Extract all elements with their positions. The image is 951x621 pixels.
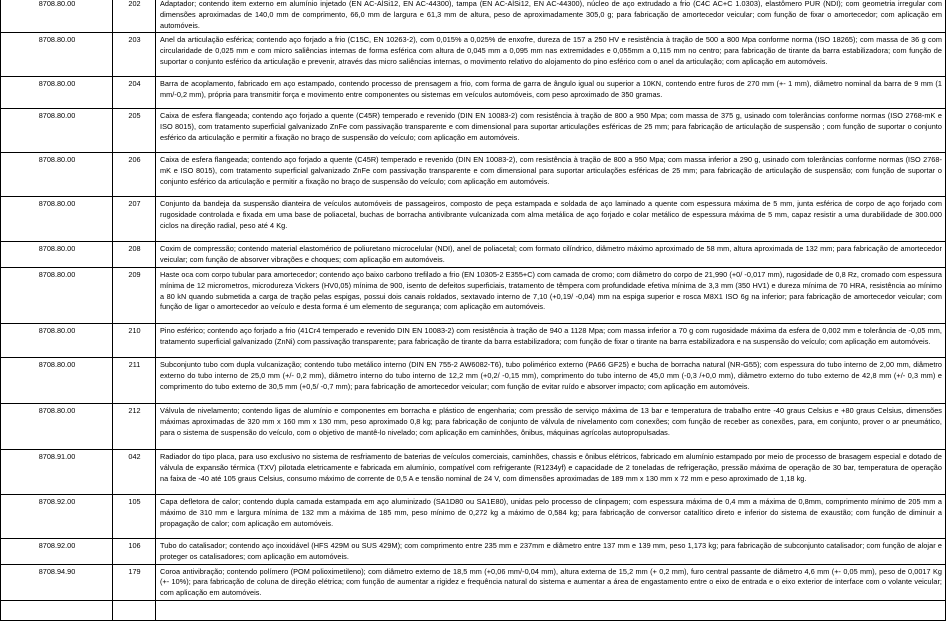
ncm-code-cell: 8708.80.00: [1, 357, 113, 403]
table-row: [1, 538, 946, 564]
ncm-code-cell: 8708.94.90: [1, 564, 113, 600]
ncm-code-cell: [1, 600, 113, 620]
description-cell: Coxim de compressão; contendo material elastomérico de poliuretano microcelular (NDI), anel de poliacetal; com formato cilíndrico, diâmetro máximo aproximado de 58 mm, altura aproximada de 132 mm; para fabricação de amortecedor veicular; com função de absorver vibrações e choques; com aplicação em automóveis.: [156, 242, 946, 268]
ncm-code-cell: 8708.80.00: [1, 267, 113, 323]
ex-number-cell: 212: [113, 403, 156, 449]
table-body: [1, 0, 946, 620]
ex-number-cell: 105: [113, 494, 156, 538]
ex-number-cell: 205: [113, 109, 156, 153]
description-cell: Válvula de nivelamento; contendo ligas de alumínio e componentes em borracha e plástico de engenharia; com pressão de serviço máxima de 13 bar e temperatura de trabalho entre -40 graus Celsius e +80 graus Celsius, dimensões máximas aproximadas de 320 mm x 160 mm x 130 mm, peso aproximado 0,8 kg; para fabricação de conjunto de válvula de nivelamento com conexões; com função de receber as conexões, para, em conjunto, prover o ar pneumático, para o sistema de suspensão do veículo, com o objetivo de mantê-lo nivelado; com aplicação em caminhões, ônibus, máquinas agrícolas autopropulsadas.: [156, 403, 946, 449]
description-cell: Conjunto da bandeja da suspensão dianteira de veículos automóveis de passageiros, composto de peça estampada e soldada de aço laminado a quente com espessura máxima de 5 mm, junta esférica de corpo de aço forjado com rugosidade controlada e fixada em uma base de poliacetal, buchas de borracha antivibrante vulcanizada com alma metálica de aço forjado e colar metálico de espessura máxima de 5 mm, capaz resistir a uma durabilidade de 300.000 ciclos na direção radial, peso até 4 Kg.: [156, 197, 946, 242]
ncm-code-cell: 8708.80.00: [1, 323, 113, 357]
table-row: [1, 0, 946, 33]
description-cell: Pino esférico; contendo aço forjado a frio (41Cr4 temperado e revenido DIN EN 10083-2) com resistência à tração de 940 a 1128 Mpa; com massa inferior a 70 g com rugosidade máxima da esfera de 0,002 mm e tolerância de -0,05 mm, tratamento superficial galvanizado (ZnNi) com passivação transparente; para fabricação de tirante da barra estabilizadora; com função de fixar o tirante na barra estabilizadora e na suspensão do veículo; com aplicação em automóveis.: [156, 323, 946, 357]
description-cell: Radiador do tipo placa, para uso exclusivo no sistema de resfriamento de baterias de veículos comerciais, caminhões, chassis e ônibus elétricos, fabricado em alumínio estampado por meio de processo de brasagem especial e dotado de válvula de expansão térmica (TXV) pilotada eletricamente e fabricada em alumínio, compatível com refrigerante (R1234yf) e capacidade de 2 toneladas de refrigeração, pressão máxima de operação de 30 bar, temperatura de operação na faixa de -40 até 105 graus Celsius, consumo máximo de corrente de 0,5 A e tensão nominal de 24 V, com dimensões aproximadas de 189 mm x 130 mm x 72 mm e peso aproximado de 1,18 kg.: [156, 449, 946, 494]
table-row: [1, 267, 946, 323]
ex-number-cell: 209: [113, 267, 156, 323]
description-cell: Coroa antivibração; contendo polímero (POM polioximetileno); com diâmetro externo de 18,5 mm (+0,06 mm/-0,04 mm), altura externa de 15,2 mm (+ 0,2 mm), furo central passante de diâmetro 4,6 mm (+- 0,05 mm), peso de 0,0017 Kg (+- 10%); para fabricação de coluna de direção elétrica; com função de aumentar a rigidez e frequência natural do sistema e aumentar a área de engastamento entre o eixo de entrada e o eixo exterior de interface com o volante veicular; com aplicação em automóveis.: [156, 564, 946, 600]
ex-number-cell: 042: [113, 449, 156, 494]
ex-number-cell: 210: [113, 323, 156, 357]
ncm-code-cell: 8708.80.00: [1, 109, 113, 153]
ex-number-cell: 203: [113, 33, 156, 77]
description-cell: Anel da articulação esférica; contendo aço forjado a frio (C15C, EN 10263-2), com 0,015% a 0,025% de enxofre, dureza de 157 a 250 HV e resistência à tração de 500 a 800 Mpa conforme norma (ISO 18265); com massa de 36 g com circularidade de 0,025 mm e com micro saliências internas de forma esférica com altura de 0,045 mm a 0,095 mm nas extremidades e 0,055mm a 0,115 mm no centro; para fabricação de tirante da barra estabilizadora; com função de suportar o conjunto esférico da articulação e prevenir, através das micro saliências internas, o movimento relativo do alojamento do pino esférico com o anel da articulação; com aplicação em automóveis.: [156, 33, 946, 77]
ex-number-cell: [113, 600, 156, 620]
table-row: [1, 153, 946, 197]
table-row: [1, 403, 946, 449]
ncm-code-cell: 8708.92.00: [1, 538, 113, 564]
table-row: [1, 323, 946, 357]
ncm-code-cell: 8708.80.00: [1, 242, 113, 268]
ncm-code-cell: 8708.92.00: [1, 494, 113, 538]
ncm-code-cell: 8708.80.00: [1, 403, 113, 449]
table-row: [1, 449, 946, 494]
ncm-code-cell: 8708.80.00: [1, 197, 113, 242]
description-cell: Barra de acoplamento, fabricado em aço estampado, contendo processo de prensagem a frio, com forma de garra de ângulo igual ou superior a 10KN, contendo entre furos de 270 mm (+- 1 mm), diâmetro nominal da barra de 9 mm (1 mm/-0,2 mm), própria para transmitir força e movimento entre componentes ou sistemas em veículos automóveis, com peso aproximado de 350 gramas.: [156, 77, 946, 109]
table-row: [1, 197, 946, 242]
table-row: [1, 494, 946, 538]
ex-number-cell: 207: [113, 197, 156, 242]
description-cell: Capa defletora de calor; contendo dupla camada estampada em aço aluminizado (SA1D80 ou SA1E80), unidas pelo processo de clinpagem; com espessura máxima de 0,4 mm a máxima de 0,8mm, comprimento mínimo de 205 mm a máximo de 310 mm e largura mínima de 132 mm a máxima de 185 mm, peso mínimo de 0,272 kg a máximo de 0,584 kg; para fabricação de conversor catalítico direto e inferior do sistema de exaustão; com função de diminuir a propagação de calor; com aplicação em automóveis.: [156, 494, 946, 538]
ncm-code-cell: 8708.80.00: [1, 0, 113, 33]
description-cell: Haste oca com corpo tubular para amortecedor; contendo aço baixo carbono trefilado a frio (EN 10305-2 E355+C) com camada de cromo; com diâmetro do corpo de 21,990 (+0/ -0,017 mm), rugosidade de 0,8 Rz, cromado com espessura mínima de 12 micrometros, microdureza Vickers (HV0,05) mínima de 900, isento de defeitos superficiais, tratamento de têmpera com profundidade efetiva mínima de 3,3 mm (350 HV1) e dureza mínima de 70 HRA, resistência ao mínimo a 80 kN quando submetida a carga de tração pelas espigas, possui dois canais roldados, sextavado interno de 7,10 (+0,19/ -0,04) mm na espiga superior e rosca M8X1 ISO 6g na inferior; para fabricação de amortecedor veicular; com função de ligar o amortecedor ao veículo e desta forma é um elemento de segurança; com aplicação em automóveis.: [156, 267, 946, 323]
ex-number-cell: 179: [113, 564, 156, 600]
ex-number-cell: 208: [113, 242, 156, 268]
description-cell: [156, 600, 946, 620]
ncm-code-cell: 8708.80.00: [1, 153, 113, 197]
table-row: [1, 357, 946, 403]
ex-number-cell: 206: [113, 153, 156, 197]
ex-number-cell: 204: [113, 77, 156, 109]
description-cell: Caixa de esfera flangeada; contendo aço forjado a quente (C45R) temperado e revenido (DIN EN 10083-2) com resistência à tração de 800 a 950 Mpa; com massa de 375 g, usinado com tolerâncias conforme normas (ISO 2768-mK e ISO 8015), com tratamento superficial galvanizado ZnFe com passivação transparente e com dimensional para suportar articulações esféricas de 25 mm; para fabricação de articulação de suspensão ; com função de suportar o conjunto esférico da articulação e permitir a fixação no braço de suspensão do veículo; com aplicação em automóveis.: [156, 109, 946, 153]
table-row: [1, 33, 946, 77]
ncm-code-cell: 8708.91.00: [1, 449, 113, 494]
ex-number-cell: 106: [113, 538, 156, 564]
description-cell: Subconjunto tubo com dupla vulcanização; contendo tubo metálico interno (DIN EN 755-2 AW6082-T6), tubo polimérico externo (PA66 GF25) e bucha de borracha natural (NR-G55); com espessura do tubo interno de 2,00 mm, diâmetro externo do tubo interno de 25,0 mm (+/- 0,2 mm), diâmetro interno do tubo interno de 12,2 mm (+0,2/ -0,15 mm), comprimento do tubo interno de 45,0 mm (-0,3 /+0,0 mm), diâmetro externo do tubo externo de 42,8 mm (+/- 0,3 mm) e comprimento do tubo externo de 30,5 mm (+0,5/ -0,7 mm); para fabricação de amortecedor veicular; com função de evitar ruído e absorver impacto; com aplicação em automóveis.: [156, 357, 946, 403]
description-cell: Caixa de esfera flangeada; contendo aço forjado a quente (C45R) temperado e revenido (DIN EN 10083-2), com resistência à tração de 800 a 950 Mpa; com massa inferior a 290 g, usinado com tolerâncias conforme normas (ISO 2768-mK e ISO 8015), com tratamento superficial galvanizado ZnFe com passivação transparente e com dimensional para suportar articulações esféricas de 25 mm; para fabricação de articulação de suspensão; com função de suportar o conjunto esférico da articulação e permitir a fixação no braço de suspensão do veículo; com aplicação em automóveis.: [156, 153, 946, 197]
ncm-code-cell: 8708.80.00: [1, 77, 113, 109]
table-row: [1, 600, 946, 620]
description-cell: Tubo do catalisador; contendo aço inoxidável (HFS 429M ou SUS 429M); com comprimento entre 235 mm e 237mm e diâmetro entre 137 mm e 139 mm, peso 1,173 kg; para fabricação de subconjunto catalisador; com função de alojar e proteger os catalisadores; com aplicação em automóveis.: [156, 538, 946, 564]
ex-number-cell: 202: [113, 0, 156, 33]
table-row: [1, 242, 946, 268]
description-cell: Adaptador; contendo item externo em alumínio injetado (EN AC-AlSi12, EN AC-44300), tampa (EN AC-AlSi12, EN AC-44300), núcleo de aço extrudado a frio (C4C AC+C 1.0303), elastômero PUR (NDI); com geometria irregular com dimensões aproximadas de 140,0 mm de comprimento, 66,0 mm de largura e 61,3 mm de altura, peso de aproximadamente 305,0 g; para fabricação de amortecedor veicular; com função de fixar o amortecedor; com aplicação em automóveis.: [156, 0, 946, 33]
ncm-code-cell: 8708.80.00: [1, 33, 113, 77]
table-row: [1, 109, 946, 153]
table-row: [1, 564, 946, 600]
ex-number-cell: 211: [113, 357, 156, 403]
table-row: [1, 77, 946, 109]
